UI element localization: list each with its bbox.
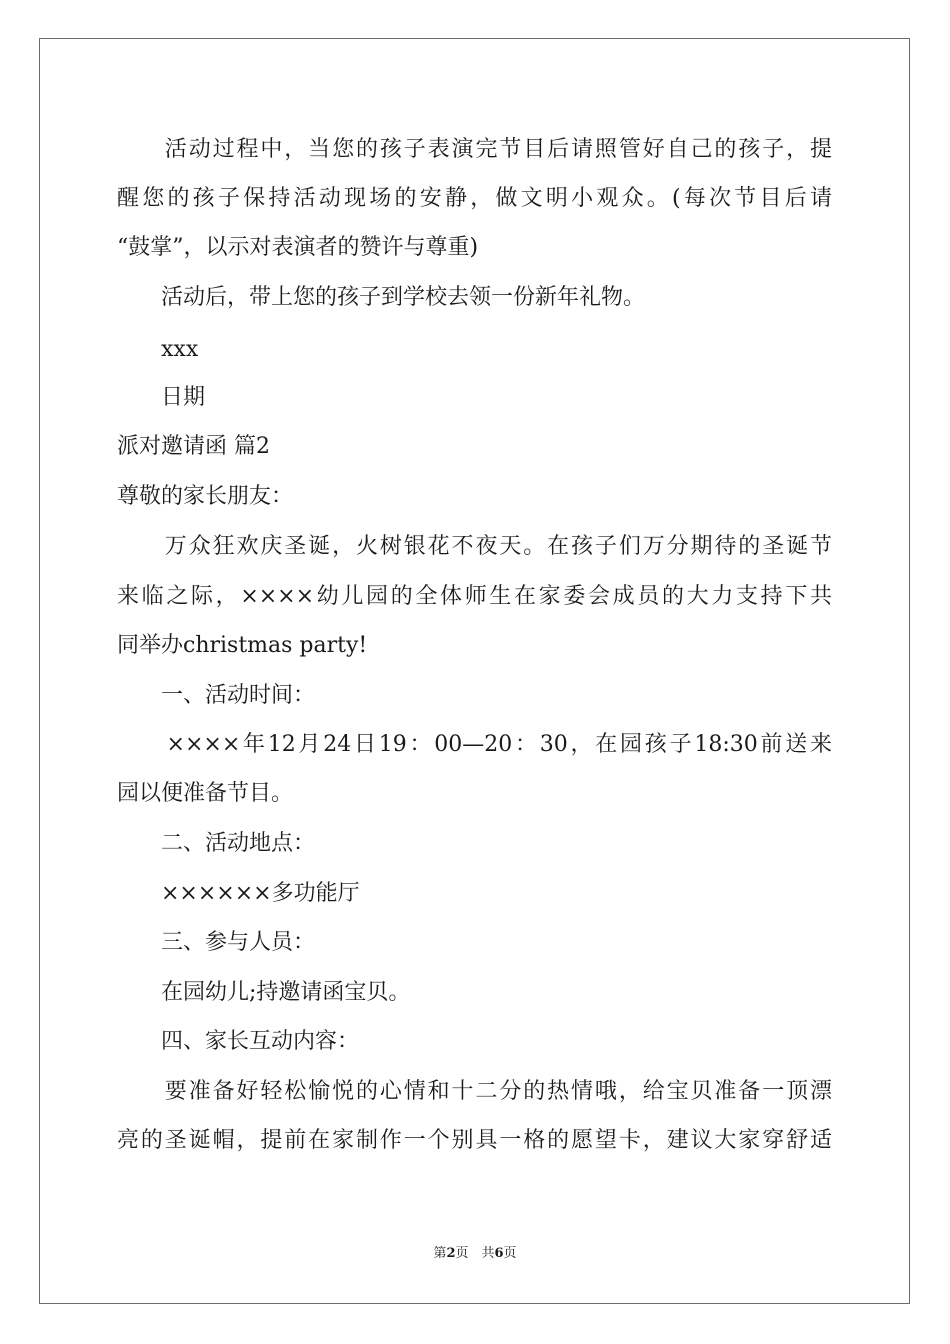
text-line-14: 园以便准备节目。 bbox=[117, 781, 294, 806]
text-line-2: 醒您的孩子保持活动现场的安静，做文明小观众。(每次节目后请 bbox=[117, 186, 832, 211]
section-heading: 派对邀请函 篇2 bbox=[117, 434, 270, 459]
text-line-15: 二、活动地点： bbox=[117, 831, 316, 856]
page-footer bbox=[0, 1246, 950, 1262]
text-line-21: 亮的圣诞帽，提前在家制作一个别具一格的愿望卡，建议大家穿舒适 bbox=[117, 1128, 832, 1153]
page-border bbox=[39, 38, 910, 1304]
text-line-6: 日期 bbox=[117, 385, 206, 410]
text-line-17: 三、参与人员： bbox=[117, 930, 316, 955]
text-line-3: “鼓掌”，以示对表演者的赞许与尊重) bbox=[117, 235, 479, 260]
text-line-4: 活动后，带上您的孩子到学校去领一份新年礼物。 bbox=[117, 285, 646, 310]
text-line-12: 一、活动时间： bbox=[117, 683, 316, 708]
text-line-9: 万众狂欢庆圣诞，火树银花不夜天。在孩子们万分期待的圣诞节 bbox=[117, 534, 832, 559]
text-line-16: ××××××多功能厅 bbox=[117, 881, 360, 906]
text-line-5: xxx bbox=[117, 337, 199, 362]
text-line-11: 同举办christmas party! bbox=[117, 633, 368, 658]
text-line-10: 来临之际，××××幼儿园的全体师生在家委会成员的大力支持下共 bbox=[117, 584, 832, 609]
total-pages-number: 6 bbox=[494, 1246, 504, 1261]
text-line-18: 在园幼儿;持邀请函宝贝。 bbox=[117, 980, 411, 1005]
footer-mid: 页 共 bbox=[455, 1246, 495, 1261]
footer-prefix: 第 bbox=[433, 1246, 447, 1261]
text-line-13: ××××年12月24日19：00—20：30，在园孩子18:30前送来 bbox=[117, 732, 832, 757]
text-line-1: 活动过程中，当您的孩子表演完节目后请照管好自己的孩子，提 bbox=[117, 137, 832, 162]
text-line-20: 要准备好轻松愉悦的心情和十二分的热情哦，给宝贝准备一顶漂 bbox=[117, 1079, 832, 1104]
footer-suffix: 页 bbox=[503, 1246, 517, 1261]
text-line-19: 四、家长互动内容： bbox=[117, 1029, 360, 1054]
current-page-number: 2 bbox=[446, 1246, 456, 1261]
salutation: 尊敬的家长朋友： bbox=[117, 484, 294, 509]
